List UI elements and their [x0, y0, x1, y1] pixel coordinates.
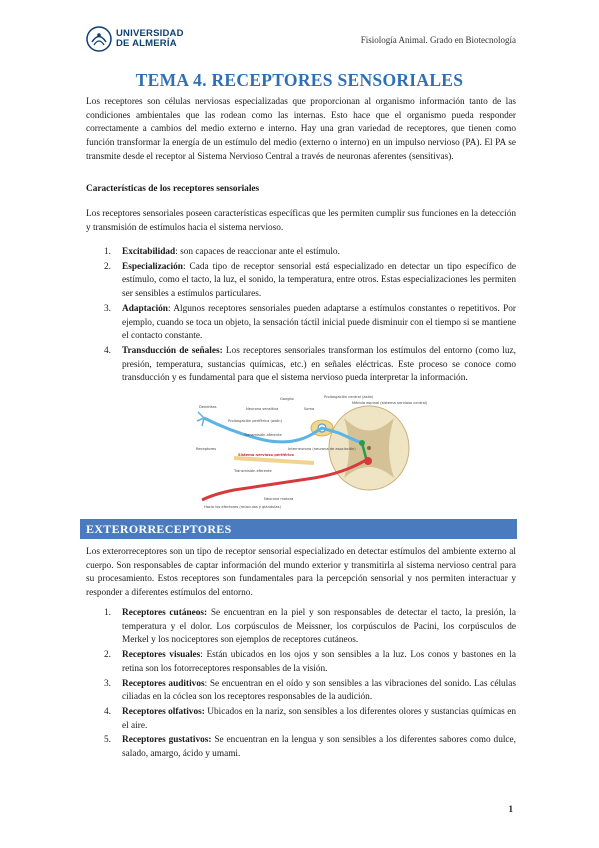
item-number: 5. [104, 735, 111, 746]
item-number: 3. [104, 303, 111, 314]
item-number: 2. [104, 650, 111, 661]
item-term: Especialización [122, 261, 183, 272]
section-banner: EXTERORRECEPTORES [80, 519, 517, 539]
logo-text [116, 29, 184, 49]
item-term: Transducción de señales: [122, 345, 223, 356]
motor-neuron-body [364, 457, 372, 465]
item-term: Excitabilidad [122, 247, 176, 257]
list-item [104, 706, 516, 733]
item-number: 1. [104, 608, 111, 618]
page-title: TEMA 4. RECEPTORES SENSORIALES [135, 70, 464, 90]
item-text: : Están ubicados en los ojos y son sensibles a la luz. Los conos y bastones en la retina son los fotorreceptores responsables de la visión. [122, 650, 517, 674]
item-text: Los receptores sensoriales transforman los estímulos del entorno (como luz, presión, temperatura, sustancias químicas, etc.) en señales eléctricas. Este proceso se conoce como transducción y es fundamental para que el sistema nervioso pueda interpretar la información. [122, 345, 516, 384]
item-number: 3. [104, 678, 111, 689]
exteroreceptores-list [104, 607, 516, 763]
list-item [104, 261, 516, 302]
label-sistema-periferico: Sistema nervioso periférico [238, 453, 294, 457]
item-term: Receptores cutáneos: [122, 608, 208, 618]
item-term: Receptores gustativos: [122, 735, 212, 746]
item-term: Receptores visuales [122, 650, 201, 661]
label-dendritas: Dendritas [199, 405, 217, 409]
label-receptores: Receptores [196, 447, 217, 451]
university-seal-icon [86, 26, 112, 52]
item-term: Receptores auditivos [122, 678, 205, 689]
label-transmision-aferente: Transmisión aferente [244, 433, 282, 437]
item-text: : son capaces de reaccionar ante el estímulo. [175, 247, 340, 257]
interneuron-body [359, 440, 365, 446]
course-label: Fisiología Animal. Grado en Biotecnología [360, 35, 516, 45]
item-text: Se encuentran en la piel y son responsables de detectar el tacto, la presión, la temperatura y el dolor. Los corpúsculos de Meissner, los corpúsculos de Pacini, los corpúsculos de Merkel y los nociceptores son ejemplos de receptores cutáneos. [122, 608, 516, 646]
item-number: 4. [104, 345, 111, 356]
page-number: 1 [508, 804, 513, 814]
item-number: 1. [104, 247, 111, 257]
list-item [104, 607, 516, 648]
characteristics-heading: Características de los receptores sensoriales [86, 184, 260, 194]
label-transmision-eferente: Transmisión eferente [234, 469, 272, 473]
label-neurona-sensitiva: Neurona sensitiva [246, 407, 279, 411]
sensory-pathway-diagram [194, 388, 428, 514]
label-prolongacion-central: Prolongación central (axón) [324, 395, 374, 399]
list-item [104, 678, 516, 705]
item-term: Receptores olfativos: [122, 706, 205, 717]
item-number: 2. [104, 261, 111, 272]
item-text: : Algunos receptores sensoriales pueden adaptarse a estímulos constantes o repetitivos. Por ejemplo, cuando se toca un objeto, la sensación táctil inicial puede disminuir con el tiempo si se mantiene el contacto constante. [122, 303, 516, 342]
list-item [104, 345, 516, 386]
label-interneurona: Interneurona (neurona de asociación) [288, 447, 356, 451]
logo-line-2: DE ALMERÍA [116, 38, 177, 49]
list-item [104, 246, 516, 260]
label-soma: Soma [304, 407, 315, 411]
characteristics-lead: Los receptores sensoriales poseen características específicas que les permiten cumplir sus funciones en la detección y transmisión de estímulos hacia el sistema nervioso. [86, 209, 516, 233]
label-ganglio: Ganglio [280, 397, 294, 401]
item-text: : Se encuentran en el oído y son sensibles a las vibraciones del sonido. Las células ciliadas en la cóclea son los receptores responsables de la audición. [122, 678, 517, 703]
label-medula: Médula espinal (sistema nervioso central) [352, 401, 428, 405]
intro-paragraph: Los receptores son células nerviosas especializadas que proporcionan al organismo información tanto de las condiciones ambientales que las rodean como las internas. Esto hace que el organismo pueda responder correctamente a cambios del medio externo e interno. Hay una gran variedad de receptores, que tienen como función transformar la energía de un estímulo del medio (externo o interno) en un impulso nervioso (PA). El PA se transmite desde el receptor al Sistema Nervioso Central a través de neuronas aferentes (sensitivas). [86, 97, 516, 162]
list-item [104, 649, 516, 676]
label-neurona-motora: Neurona motora [264, 497, 294, 501]
page-header [86, 24, 516, 66]
exteroreceptores-lead: Los exterorreceptores son un tipo de receptor sensorial especializado en detectar estímulos del ambiente externo al cuerpo. Son responsables de captar información del mundo exterior y transmitirla al sistema nervioso central para su procesamiento. Estos receptores son fundamentales para la percepción sensorial y nos permiten interactuar y responder a diferentes estímulos del entorno. [86, 547, 516, 599]
list-item [104, 734, 516, 761]
item-term: Adaptación [122, 303, 168, 314]
item-text: : Cada tipo de receptor sensorial está especializado en detectar un tipo específico de estímulo, como el tacto, la luz, el sonido, la temperatura, entre otros. Estas especializaciones les permiten ser sensibles a estímulos particulares. [122, 261, 516, 300]
university-logo [86, 26, 184, 52]
label-hacia-efectores: Hacia los efectores (músculos y glándulas) [204, 505, 281, 509]
item-text: Se encuentran en la lengua y son sensibles a los diferentes sabores como dulce, salado, amargo, ácido y umami. [122, 735, 517, 760]
list-item [104, 303, 516, 344]
logo-line-1: UNIVERSIDAD [116, 28, 184, 39]
item-number: 4. [104, 706, 111, 717]
item-text: Ubicados en la nariz, son sensibles a los diferentes olores y sustancias químicas en el aire. [122, 706, 517, 731]
label-prolongacion-periferica: Prolongación periférica (axón) [228, 419, 282, 423]
characteristics-list [104, 246, 516, 387]
